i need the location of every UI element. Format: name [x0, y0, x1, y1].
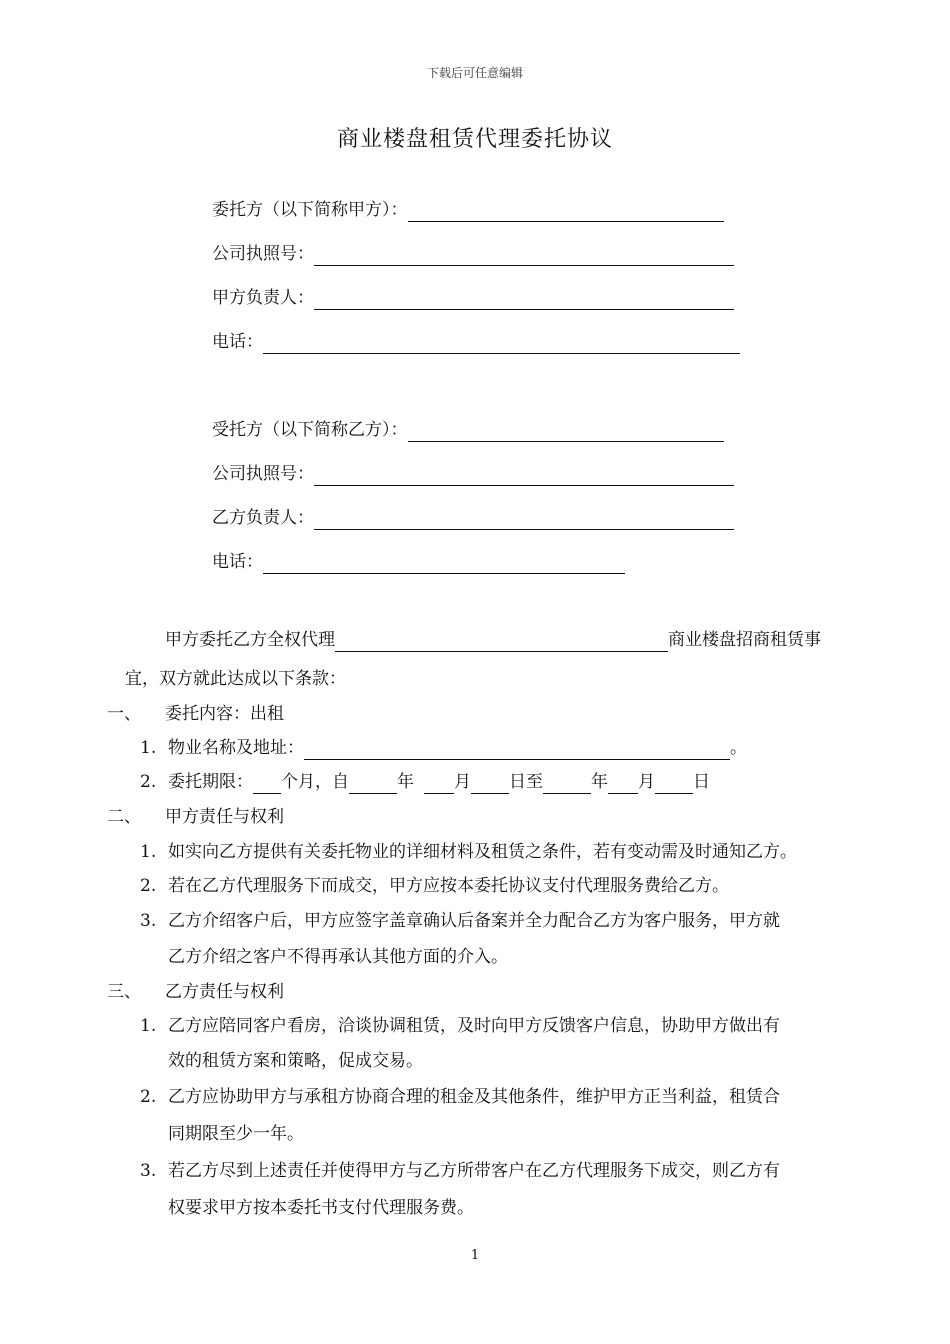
section-2-item-3-cont: 乙方介绍之客户不得再承认其他方面的介入。 [168, 947, 508, 967]
item-number: 2. [140, 876, 157, 896]
intro-prefix: 甲方委托乙方全权代理 [165, 630, 335, 650]
party-b-phone-blank[interactable] [263, 553, 625, 574]
party-b-name-blank[interactable] [408, 421, 724, 442]
item-number: 3. [140, 911, 157, 931]
party-a-license-field [212, 242, 734, 266]
end-month-blank[interactable] [608, 773, 638, 794]
section-3-item-1 [140, 1014, 780, 1038]
property-address-blank[interactable] [304, 739, 730, 760]
document-title: 商业楼盘租赁代理委托协议 [336, 127, 613, 152]
section-3-item-3 [140, 1159, 780, 1183]
header-note: 下载后可任意编辑 [426, 66, 523, 80]
start-month-blank[interactable] [424, 773, 454, 794]
item-text: 乙方应协助甲方与承租方协商合理的租金及其他条件，维护甲方正当利益，租赁合 [168, 1087, 780, 1107]
item-number: 1. [140, 1016, 157, 1036]
item-text: 若乙方尽到上述责任并使得甲方与乙方所带客户在乙方代理服务下成交，则乙方有 [168, 1161, 780, 1181]
section-2-item-1 [140, 840, 797, 864]
term-label: 委托期限： [168, 772, 253, 792]
section-3-item-2-cont: 同期限至少一年。 [168, 1124, 304, 1144]
term-text-3: 月 [454, 772, 471, 792]
intro-line-1 [165, 628, 821, 652]
item-text: 乙方介绍客户后，甲方应签字盖章确认后备案并全力配合乙方为客户服务，甲方就 [168, 911, 780, 931]
section-1-heading [107, 702, 284, 726]
party-b-license-label: 公司执照号： [212, 464, 314, 484]
party-a-name-label: 委托方（以下简称甲方）： [212, 200, 408, 220]
party-b-license-field [212, 462, 734, 486]
term-text-6: 月 [638, 772, 655, 792]
section-3-item-1-cont: 效的租赁方案和策略，促成交易。 [168, 1051, 423, 1071]
party-b-name-label: 受托方（以下简称乙方）： [212, 420, 408, 440]
section-3-number: 三、 [107, 982, 141, 1002]
term-text-4: 日至 [509, 772, 543, 792]
item-end-mark: 。 [730, 738, 747, 758]
page-number: 1 [470, 1248, 480, 1263]
item-number: 3. [140, 1161, 157, 1181]
party-b-rep-field [212, 506, 734, 530]
section-2-item-3 [140, 909, 780, 933]
item-number: 1. [140, 842, 157, 862]
start-year-blank[interactable] [349, 773, 397, 794]
section-2-heading [107, 805, 284, 829]
item-number: 2. [140, 772, 157, 792]
section-2-item-2 [140, 874, 729, 898]
intro-suffix: 商业楼盘招商租赁事 [668, 630, 821, 650]
item-number: 2. [140, 1087, 157, 1107]
party-b-phone-label: 电话： [212, 552, 263, 572]
party-a-name-blank[interactable] [408, 201, 724, 222]
party-b-rep-blank[interactable] [314, 509, 734, 530]
section-1-item-2 [140, 770, 710, 794]
term-text-5: 年 [591, 772, 608, 792]
term-text-7: 日 [693, 772, 710, 792]
property-address-label: 物业名称及地址： [168, 738, 304, 758]
end-year-blank[interactable] [543, 773, 591, 794]
section-3-title: 乙方责任与权利 [165, 982, 284, 1002]
intro-line-2: 宜，双方就此达成以下条款： [125, 669, 346, 689]
item-text: 乙方应陪同客户看房，洽谈协调租赁，及时向甲方反馈客户信息，协助甲方做出有 [168, 1016, 780, 1036]
party-a-phone-label: 电话： [212, 332, 263, 352]
term-text-2: 年 [397, 772, 414, 792]
party-a-license-blank[interactable] [314, 245, 734, 266]
party-a-name-field [212, 198, 724, 222]
term-months-blank[interactable] [253, 773, 281, 794]
section-1-title: 委托内容：出租 [165, 704, 284, 724]
party-a-phone-blank[interactable] [263, 333, 740, 354]
section-3-item-2 [140, 1085, 780, 1109]
party-b-rep-label: 乙方负责人： [212, 508, 314, 528]
section-2-title: 甲方责任与权利 [165, 807, 284, 827]
party-b-name-field [212, 418, 724, 442]
party-a-rep-label: 甲方负责人： [212, 288, 314, 308]
section-2-number: 二、 [107, 807, 141, 827]
start-day-blank[interactable] [471, 773, 509, 794]
section-3-item-3-cont: 权要求甲方按本委托书支付代理服务费。 [168, 1198, 474, 1218]
party-a-rep-field [212, 286, 734, 310]
item-text: 如实向乙方提供有关委托物业的详细材料及租赁之条件，若有变动需及时通知乙方。 [168, 842, 797, 862]
property-name-blank[interactable] [335, 631, 668, 652]
end-day-blank[interactable] [655, 773, 693, 794]
party-a-license-label: 公司执照号： [212, 244, 314, 264]
item-number: 1. [140, 738, 157, 758]
party-b-phone-field [212, 550, 625, 574]
section-1-item-1 [140, 736, 747, 760]
party-b-license-blank[interactable] [314, 465, 734, 486]
section-1-number: 一、 [107, 704, 141, 724]
section-3-heading [107, 980, 284, 1004]
party-a-rep-blank[interactable] [314, 289, 734, 310]
item-text: 若在乙方代理服务下而成交，甲方应按本委托协议支付代理服务费给乙方。 [168, 876, 729, 896]
party-a-phone-field [212, 330, 740, 354]
term-text-1: 个月，自 [281, 772, 349, 792]
